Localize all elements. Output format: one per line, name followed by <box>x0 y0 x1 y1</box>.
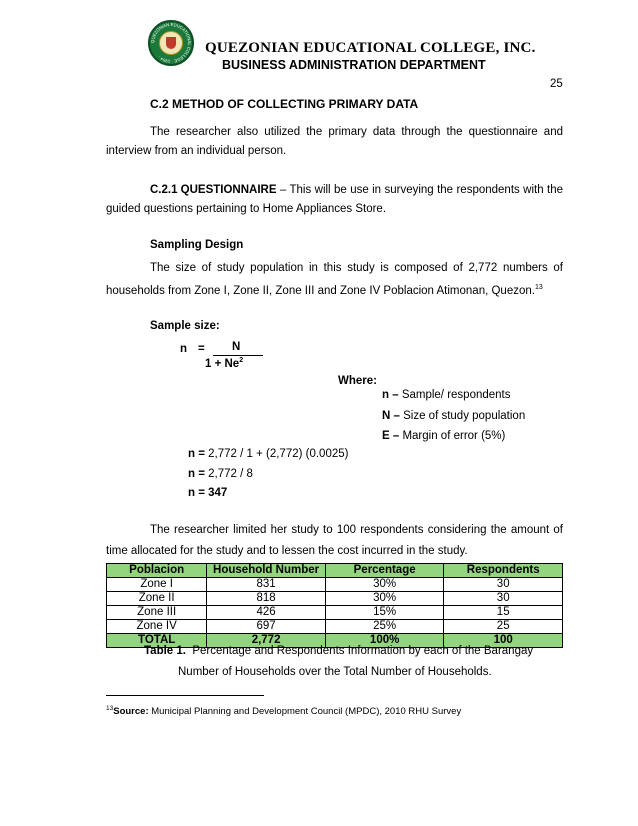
table-cell: 2,772 <box>207 634 326 648</box>
definition-N <box>382 410 525 422</box>
footnote-label: Source: <box>113 706 149 718</box>
table-row <box>107 606 563 620</box>
definition-symbol: E – <box>382 430 400 442</box>
table-cell: 697 <box>207 620 326 634</box>
footnote-text: Municipal Planning and Development Council (MPDC), 2010 RHU Survey <box>148 706 462 718</box>
table-cell: Zone II <box>107 592 207 606</box>
para3-line2 <box>106 284 543 297</box>
table-cell: 25% <box>325 620 444 634</box>
definition-text: Sample/ respondents <box>398 389 511 401</box>
calc-step-rhs: 2,772 / 8 <box>204 468 253 480</box>
department-name: BUSINESS ADMINISTRATION DEPARTMENT <box>222 58 486 72</box>
table-caption-label: Table 1. <box>144 645 186 657</box>
calc-step-lhs: n = <box>188 448 205 460</box>
footnote-divider <box>106 695 264 696</box>
table-cell: 831 <box>207 578 326 592</box>
table-cell: Zone III <box>107 606 207 620</box>
definition-E <box>382 430 505 442</box>
formula-denominator-text: 1 + Ne <box>205 357 240 370</box>
calc-step-3 <box>188 487 227 499</box>
svg-text:QUEZONIAN EDUCATIONAL COLLEGE: QUEZONIAN EDUCATIONAL COLLEGE · 1954 · <box>149 21 193 65</box>
college-seal-logo <box>148 20 194 66</box>
page-number: 25 <box>550 78 563 90</box>
table-cell: 100% <box>325 634 444 648</box>
table-caption-line2: Number of Households over the Total Number of Households. <box>178 666 492 678</box>
fraction-bar <box>213 355 263 356</box>
table-cell: 15% <box>325 606 444 620</box>
footnote <box>106 705 461 717</box>
formula-exponent: 2 <box>239 357 244 364</box>
calc-step-rhs: 2,772 / 1 + (2,772) (0.0025) <box>204 448 349 460</box>
para4-line2: time allocated for the study and to lessen the cost incurred in the study. <box>106 545 468 557</box>
para3-line1: The size of study population in this study is composed of 2,772 numbers of <box>150 262 563 274</box>
table-row <box>107 620 563 634</box>
column-header: Poblacion <box>107 564 207 578</box>
college-name: QUEZONIAN EDUCATIONAL COLLEGE, INC. <box>205 40 536 56</box>
table-cell: 30% <box>325 578 444 592</box>
table-cell: 25 <box>444 620 563 634</box>
seal-ring-text <box>148 20 194 66</box>
where-label: Where: <box>338 375 377 387</box>
table-row <box>107 592 563 606</box>
calc-step-2 <box>188 468 253 480</box>
household-table <box>106 563 563 648</box>
column-header: Respondents <box>444 564 563 578</box>
para2-line1-text: – This will be use in surveying the respondents with the <box>276 184 563 196</box>
table-cell: 30 <box>444 592 563 606</box>
definition-text: Size of study population <box>399 410 526 422</box>
sample-size-heading: Sample size: <box>150 320 220 332</box>
para2-line1 <box>150 184 563 196</box>
footnote-ref: 13 <box>534 284 543 291</box>
table-row <box>107 578 563 592</box>
questionnaire-heading: C.2.1 QUESTIONNAIRE <box>150 184 277 196</box>
table-cell: 30% <box>325 592 444 606</box>
definition-symbol: N – <box>382 410 400 422</box>
column-header: Household Number <box>207 564 326 578</box>
table-cell: TOTAL <box>107 634 207 648</box>
footnote-number: 13 <box>106 705 114 712</box>
calc-step-lhs: n = <box>188 468 205 480</box>
definition-symbol: n – <box>382 389 399 401</box>
section-heading: C.2 METHOD OF COLLECTING PRIMARY DATA <box>150 97 419 111</box>
para1-line1: The researcher also utilized the primary data through the questionnaire and <box>150 126 563 138</box>
table-caption-text: Percentage and Respondents Information by each of the Barangay <box>185 645 534 657</box>
table-caption-line1 <box>144 645 533 657</box>
formula-lhs: n <box>180 343 188 355</box>
definition-n <box>382 389 511 401</box>
table-cell: 100 <box>444 634 563 648</box>
definition-text: Margin of error (5%) <box>399 430 506 442</box>
para4-line1: The researcher limited her study to 100 respondents considering the amount of <box>150 524 563 536</box>
para2-line2: guided questions pertaining to Home Appliances Store. <box>106 203 387 215</box>
table-cell: Zone IV <box>107 620 207 634</box>
table-cell: 426 <box>207 606 326 620</box>
column-header: Percentage <box>325 564 444 578</box>
sampling-design-heading: Sampling Design <box>150 239 244 251</box>
para3-line2-text: households from Zone I, Zone II, Zone III and Zone IV Poblacion Atimonan, Quezon. <box>106 284 535 297</box>
calc-step-result: n = 347 <box>188 487 228 499</box>
formula-numerator: N <box>232 341 241 353</box>
calc-step-1 <box>188 448 348 460</box>
formula-equals: = <box>198 343 205 355</box>
table-cell: 30 <box>444 578 563 592</box>
para1-line2: interview from an individual person. <box>106 145 287 157</box>
table-cell: 15 <box>444 606 563 620</box>
table-cell: Zone I <box>107 578 207 592</box>
formula-denominator <box>205 357 243 370</box>
table-cell: 818 <box>207 592 326 606</box>
table-header-row <box>107 564 563 578</box>
